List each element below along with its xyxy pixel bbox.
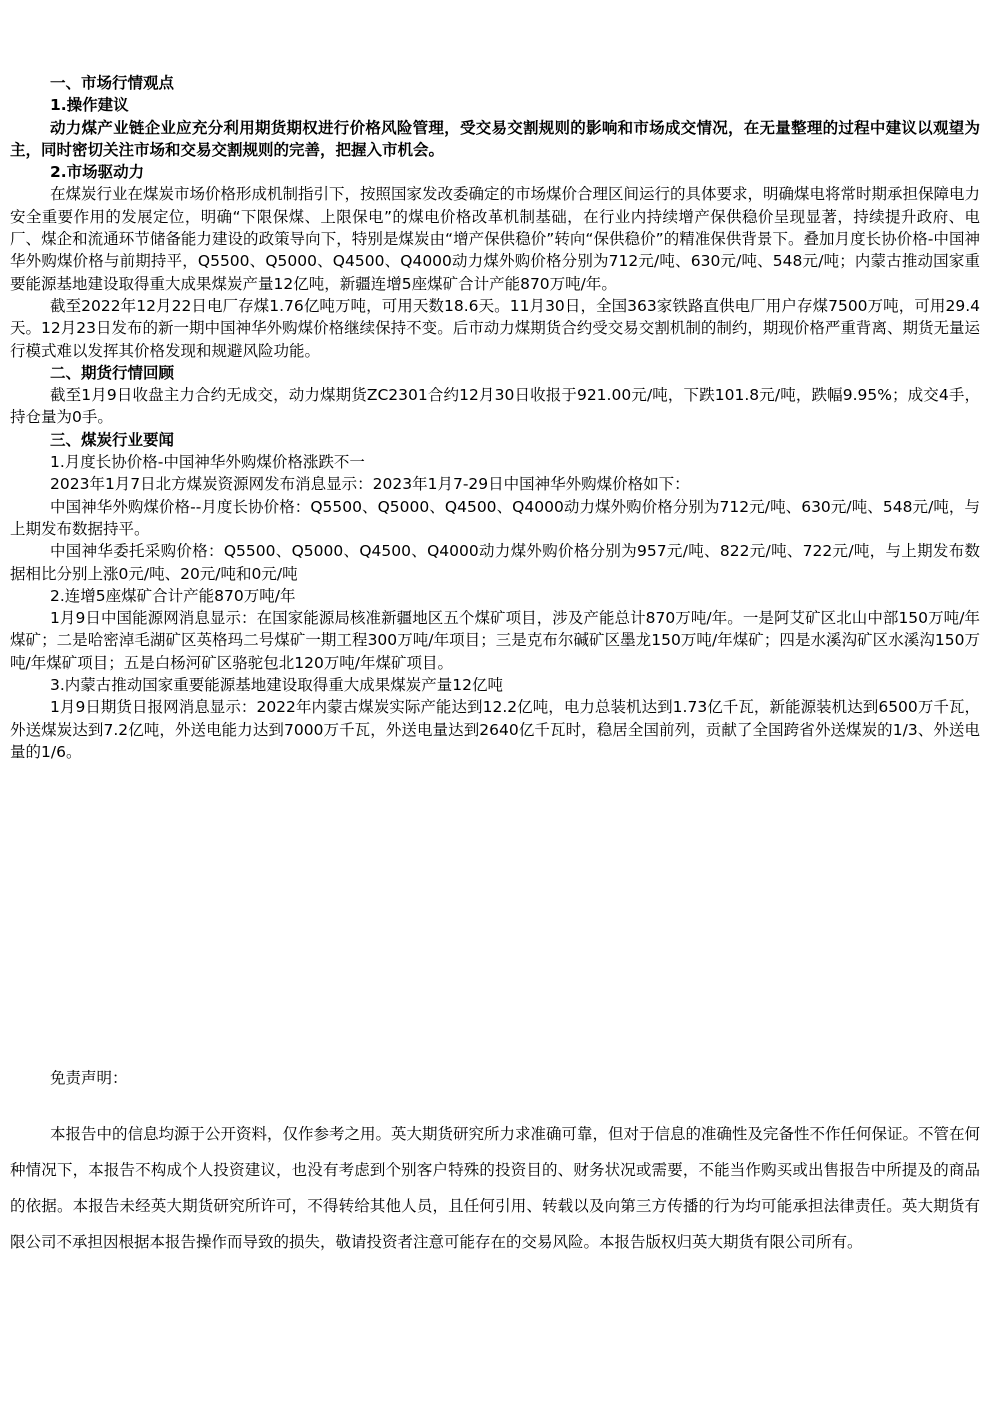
subheading-operation-advice: 1.操作建议 [50, 96, 129, 115]
section-heading-market-view: 一、市场行情观点 [50, 74, 175, 92]
operation-advice-text: 动力煤产业链企业应充分利用期货期权进行价格风险管理，受交易交割规则的影响和市场成交情况，在无量整理的过程中建议以观望为主，同时密切关注市场和交易交割规则的完善，把握入市机会。 [10, 118, 980, 159]
market-drivers-paragraph-1: 在煤炭行业在煤炭市场价格形成机制指引下，按照国家发改委确定的市场煤价合理区间运行的具体要求，明确煤电将常时期承担保障电力安全重要作用的发展定位，明确“下限保煤、上限保电”的煤电价格改革机制基础，在行业内持续增产保供稳价呈现显著，持续提升政府、电厂、煤企和流通环节储备能力建设的政策导向下，特别是煤炭由“增产保供稳价”转向“保供稳价”的精准保供背景下。叠加月度长协价格-中国神华外购煤价格与前期持平，Q5500、Q5000、Q4500、Q4000动力煤外购价格分别为712元/吨、630元/吨、548元/吨；内蒙古推动国家重要能源基地建设取得重大成果煤炭产量12亿吨，新疆连增5座煤矿合计产能870万吨/年。 [10, 185, 981, 293]
news-item-1-title: 1.月度长协价格-中国神华外购煤价格涨跌不一 [50, 453, 365, 472]
section-heading-industry-news: 三、煤炭行业要闻 [50, 430, 175, 449]
futures-review-text: 截至1月9日收盘主力合约无成交，动力煤期货ZC2301合约12月30日收报于921.00元/吨，下跌101.8元/吨，跌幅9.95%；成交4手，持仓量为0手。 [10, 386, 980, 427]
news-item-1-paragraph-2: 中国神华外购煤价格--月度长协价格：Q5500、Q5000、Q4500、Q4000动力煤外购价格分别为712元/吨、630元/吨、548元/吨，与上期发布数据持平。 [10, 497, 980, 538]
news-item-1-paragraph-3: 中国神华委托采购价格：Q5500、Q5000、Q4500、Q4000动力煤外购价格分别为957元/吨、822元/吨、722元/吨，与上期发布数据相比分别上涨0元/吨、20元/吨和0元/吨 [10, 542, 980, 583]
report-body [10, 72, 980, 763]
news-item-2-title: 2.连增5座煤矿合计产能870万吨/年 [50, 586, 296, 605]
news-item-3-title: 3.内蒙古推动国家重要能源基地建设取得重大成果煤炭产量12亿吨 [50, 676, 504, 695]
news-item-3-paragraph: 1月9日期货日报网消息显示：2022年内蒙古煤炭实际产能达到12.2亿吨，电力总装机达到1.73亿千瓦，新能源装机达到6500万千瓦，外送煤炭达到7.2亿吨，外送电能力达到7000万千瓦，外送电量达到2640亿千瓦时，稳居全国前列，贡献了全国跨省外送煤炭的1/3、外送电量的1/6。 [10, 698, 980, 761]
subheading-market-drivers: 2.市场驱动力 [50, 163, 145, 182]
market-drivers-paragraph-2: 截至2022年12月22日电厂存煤1.76亿吨万吨，可用天数18.6天。11月30日，全国363家铁路直供电厂用户存煤7500万吨，可用29.4天。12月23日发布的新一期中国神华外购煤价格继续保持不变。后市动力煤期货合约受交易交割机制的制约，期现价格严重背离、期货无量运行模式难以发挥其价格发现和规避风险功能。 [10, 296, 980, 360]
disclaimer-block [10, 1060, 980, 1260]
disclaimer-title: 免责声明： [50, 1069, 128, 1087]
section-heading-futures-review: 二、期货行情回顾 [50, 363, 175, 382]
news-item-1-paragraph-1: 2023年1月7日北方煤炭资源网发布消息显示：2023年1月7-29日中国神华外购煤价格如下： [50, 475, 690, 494]
news-item-2-paragraph: 1月9日中国能源网消息显示：在国家能源局核准新疆地区五个煤矿项目，涉及产能总计870万吨/年。一是阿艾矿区北山中部150万吨/年煤矿；二是哈密淖毛湖矿区英格玛二号煤矿一期工程300万吨/年项目；三是克布尔碱矿区墨龙150万吨/年煤矿；四是水溪沟矿区水溪沟150万吨/年煤矿项目；五是白杨河矿区骆驼包北120万吨/年煤矿项目。 [10, 609, 980, 672]
disclaimer-text: 本报告中的信息均源于公开资料，仅作参考之用。英大期货研究所力求准确可靠，但对于信息的准确性及完备性不作任何保证。不管在何种情况下，本报告不构成个人投资建议，也没有考虑到个别客户特殊的投资目的、财务状况或需要，不能当作购买或出售报告中所提及的商品的依据。本报告未经英大期货研究所许可，不得转给其他人员，且任何引用、转载以及向第三方传播的行为均可能承担法律责任。英大期货有限公司不承担因根据本报告操作而导致的损失，敬请投资者注意可能存在的交易风险。本报告版权归英大期货有限公司所有。 [10, 1125, 981, 1251]
